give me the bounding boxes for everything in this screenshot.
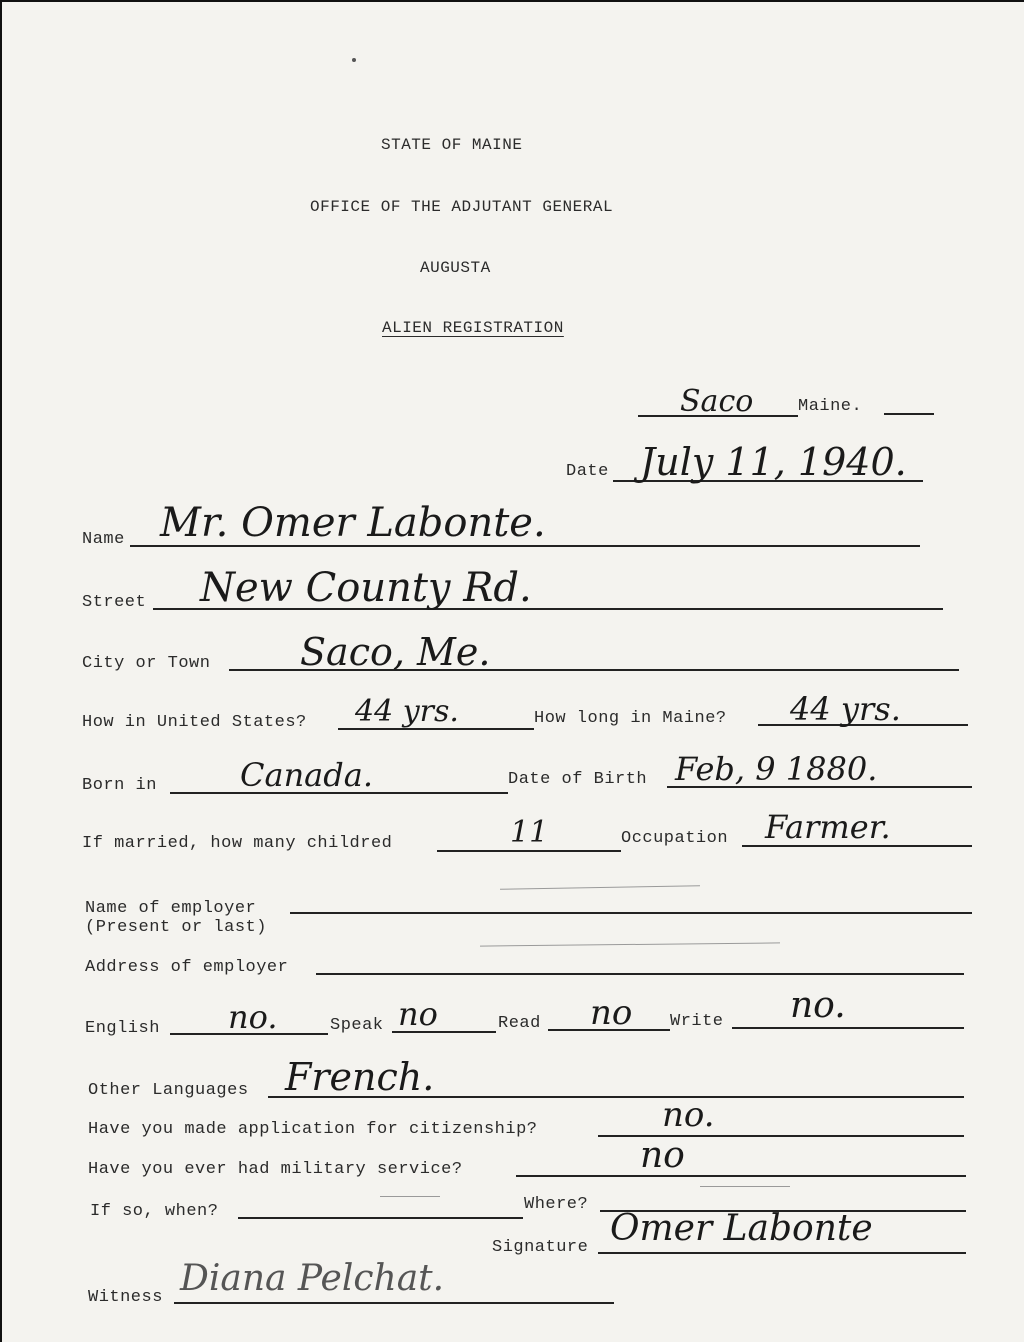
- us-value: 44 yrs.: [355, 694, 459, 729]
- street-label: Street: [82, 593, 147, 612]
- employer-name-sublabel: (Present or last): [85, 918, 267, 937]
- witness-line: [174, 1302, 614, 1304]
- maine-value: 44 yrs.: [790, 690, 901, 728]
- form-title: ALIEN REGISTRATION: [382, 319, 564, 337]
- when-dash-mark: [380, 1196, 440, 1197]
- city-value: Saco, Me.: [300, 630, 491, 674]
- place-value: Saco: [680, 384, 754, 419]
- signature-line: [598, 1252, 966, 1254]
- date-label: Date: [566, 462, 609, 481]
- name-value: Mr. Omer Labonte.: [160, 500, 546, 546]
- write-label: Write: [670, 1012, 724, 1031]
- military-label: Have you ever had military service?: [88, 1160, 463, 1179]
- military-value: no: [640, 1135, 685, 1176]
- witness-value: Diana Pelchat.: [180, 1258, 445, 1299]
- children-line: [437, 850, 621, 852]
- english-label: English: [85, 1019, 160, 1038]
- ink-speck: [352, 58, 356, 62]
- when-label: If so, when?: [90, 1202, 219, 1221]
- signature-label: Signature: [492, 1238, 589, 1257]
- occupation-label: Occupation: [621, 829, 729, 848]
- write-line: [732, 1027, 964, 1029]
- citizenship-value: no.: [662, 1095, 715, 1135]
- signature-value: Omer Labonte: [610, 1208, 873, 1249]
- read-label: Read: [498, 1014, 541, 1033]
- street-value: New County Rd.: [200, 565, 532, 611]
- where-dash-mark: [700, 1186, 790, 1187]
- employer-name-label: Name of employer: [85, 899, 257, 918]
- dob-value: Feb, 9 1880.: [675, 750, 878, 788]
- when-line: [238, 1217, 523, 1219]
- us-label: How in United States?: [82, 713, 307, 732]
- place-trailing-line: [884, 413, 934, 415]
- name-label: Name: [82, 530, 125, 549]
- office-heading: OFFICE OF THE ADJUTANT GENERAL: [310, 198, 614, 216]
- born-value: Canada.: [240, 756, 373, 794]
- english-value: no.: [228, 998, 278, 1036]
- occupation-value: Farmer.: [765, 808, 891, 846]
- write-value: no.: [790, 985, 846, 1026]
- speak-label: Speak: [330, 1016, 384, 1035]
- languages-value: French.: [285, 1055, 435, 1099]
- state-heading: STATE OF MAINE: [381, 136, 523, 154]
- languages-label: Other Languages: [88, 1081, 249, 1100]
- place-label: Maine.: [798, 397, 863, 416]
- speak-value: no: [398, 995, 438, 1033]
- city-label: City or Town: [82, 654, 211, 673]
- city-heading: AUGUSTA: [420, 259, 491, 277]
- date-value: July 11, 1940.: [640, 440, 907, 484]
- where-label: Where?: [524, 1195, 589, 1214]
- military-line: [516, 1175, 966, 1177]
- employer-address-label: Address of employer: [85, 958, 289, 977]
- employer-address-line: [316, 973, 964, 975]
- dob-label: Date of Birth: [508, 770, 648, 789]
- maine-label: How long in Maine?: [534, 709, 727, 728]
- born-label: Born in: [82, 776, 157, 795]
- read-value: no: [590, 993, 633, 1033]
- employer-name-line: [290, 912, 972, 914]
- citizenship-label: Have you made application for citizenship?: [88, 1120, 538, 1139]
- children-value: 11: [510, 815, 549, 850]
- children-label: If married, how many childred: [82, 834, 393, 853]
- witness-label: Witness: [88, 1288, 163, 1307]
